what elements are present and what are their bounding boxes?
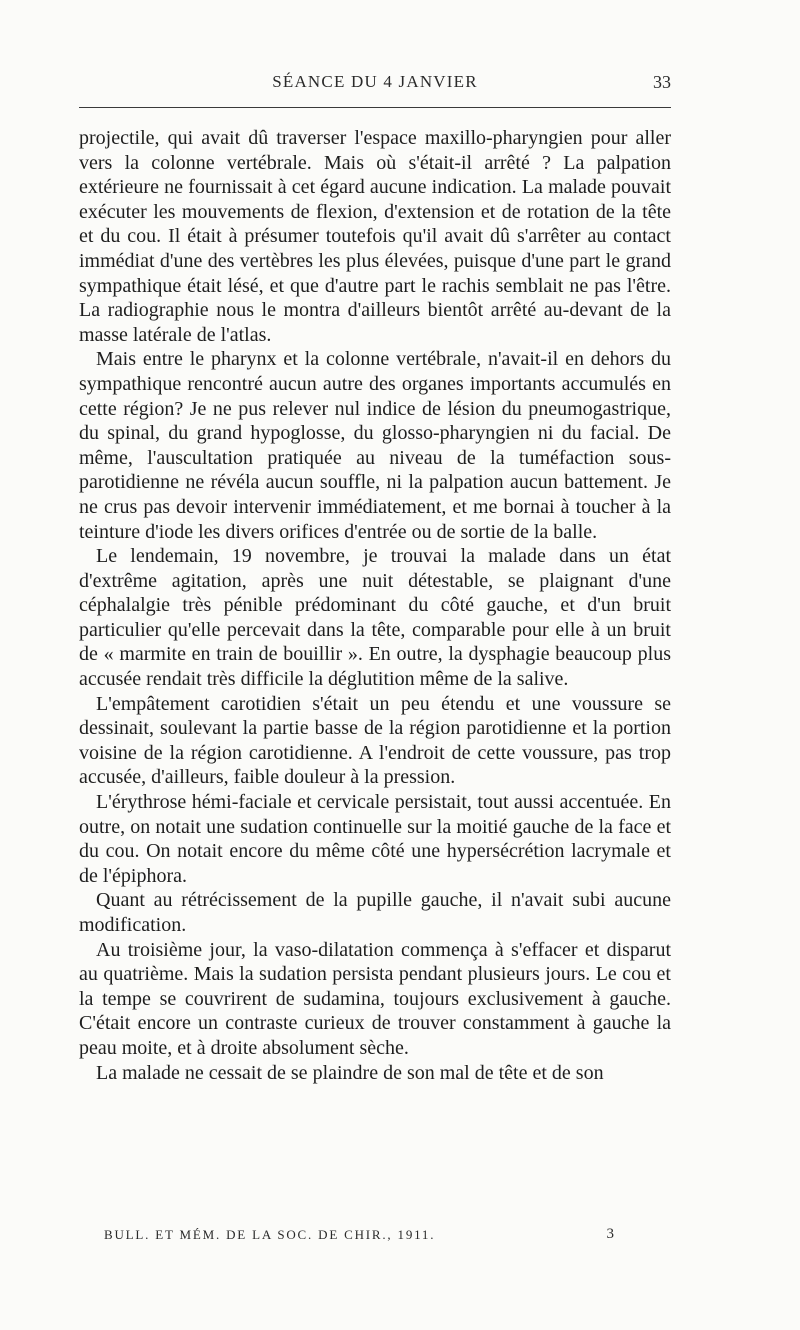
footer	[104, 1227, 614, 1249]
paragraph: Au troisième jour, la vaso-dilatation commença à s'effacer et disparut au quatrième. Mais la sudation persista pendant plusieurs jours. Le cou et la tempe se couvrirent de sudamina, toujours exclusivement à gauche. C'était encore un contraste curieux de trouver constamment à gauche la peau moite, et à droite absolument sèche.	[79, 938, 671, 1059]
signature-mark: 3	[606, 1226, 614, 1242]
paragraph: La malade ne cessait de se plaindre de son mal de tête et de son	[96, 1061, 604, 1084]
body-text	[79, 126, 671, 1085]
header-rule	[79, 107, 671, 108]
footer-citation: BULL. ET MÉM. DE LA SOC. DE CHIR., 1911.	[104, 1227, 436, 1242]
paragraph: Quant au rétrécissement de la pupille gauche, il n'avait subi aucune modification.	[79, 889, 671, 936]
running-title: SÉANCE DU 4 JANVIER	[272, 72, 478, 91]
paragraph: projectile, qui avait dû traverser l'espace maxillo-pharyngien pour aller vers la colonne vertébrale. Mais où s'était-il arrêté ? La palpation extérieure ne fournissait à cet égard aucune indication. La malade pouvait exécuter les mouvements de flexion, d'extension et de rotation de la tête et du cou. Il était à présumer toutefois qu'il avait dû s'arrêter au contact immédiat d'une des vertèbres les plus élevées, puisque d'une part le grand sympathique était lésé, et que d'autre part le rachis semblait ne pas l'être. La radiographie nous le montra d'ailleurs bientôt arrêté au-devant de la masse latérale de l'atlas.	[79, 127, 671, 346]
page-number: 33	[653, 72, 671, 92]
paragraph: Le lendemain, 19 novembre, je trouvai la malade dans un état d'extrême agitation, après une nuit détestable, se plaignant d'une céphalalgie très pénible prédominant du côté gauche, et d'un bruit particulier qu'elle percevait dans la tête, comparable pour elle à un bruit de « marmite en train de bouillir ». En outre, la dysphagie beaucoup plus accusée rendait très difficile la déglutition même de la salive.	[79, 545, 671, 691]
paragraph: L'empâtement carotidien s'était un peu étendu et une voussure se dessinait, soulevant la partie basse de la région parotidienne et la portion voisine de la région carotidienne. A l'endroit de cette voussure, pas trop accusée, d'ailleurs, faible douleur à la pression.	[79, 692, 671, 789]
running-head	[79, 72, 671, 98]
paragraph: L'érythrose hémi-faciale et cervicale persistait, tout aussi accentuée. En outre, on notait une sudation continuelle sur la moitié gauche de la face et du cou. On notait encore du même côté une hypersécrétion lacrymale et de l'épiphora.	[79, 791, 671, 887]
paragraph: Mais entre le pharynx et la colonne vertébrale, n'avait-il en dehors du sympathique rencontré aucun autre des organes importants accumulés en cette région? Je ne pus relever nul indice de lésion du pneumogastrique, du spinal, du grand hypoglosse, du glosso-pharyngien ni du facial. De même, l'auscultation pratiquée au niveau de la tuméfaction sous-parotidienne ne révéla aucun souffle, ni la palpation aucun battement. Je ne crus pas devoir intervenir immédiatement, et me bornai à toucher à la teinture d'iode les divers orifices d'entrée ou de sortie de la balle.	[79, 348, 671, 543]
